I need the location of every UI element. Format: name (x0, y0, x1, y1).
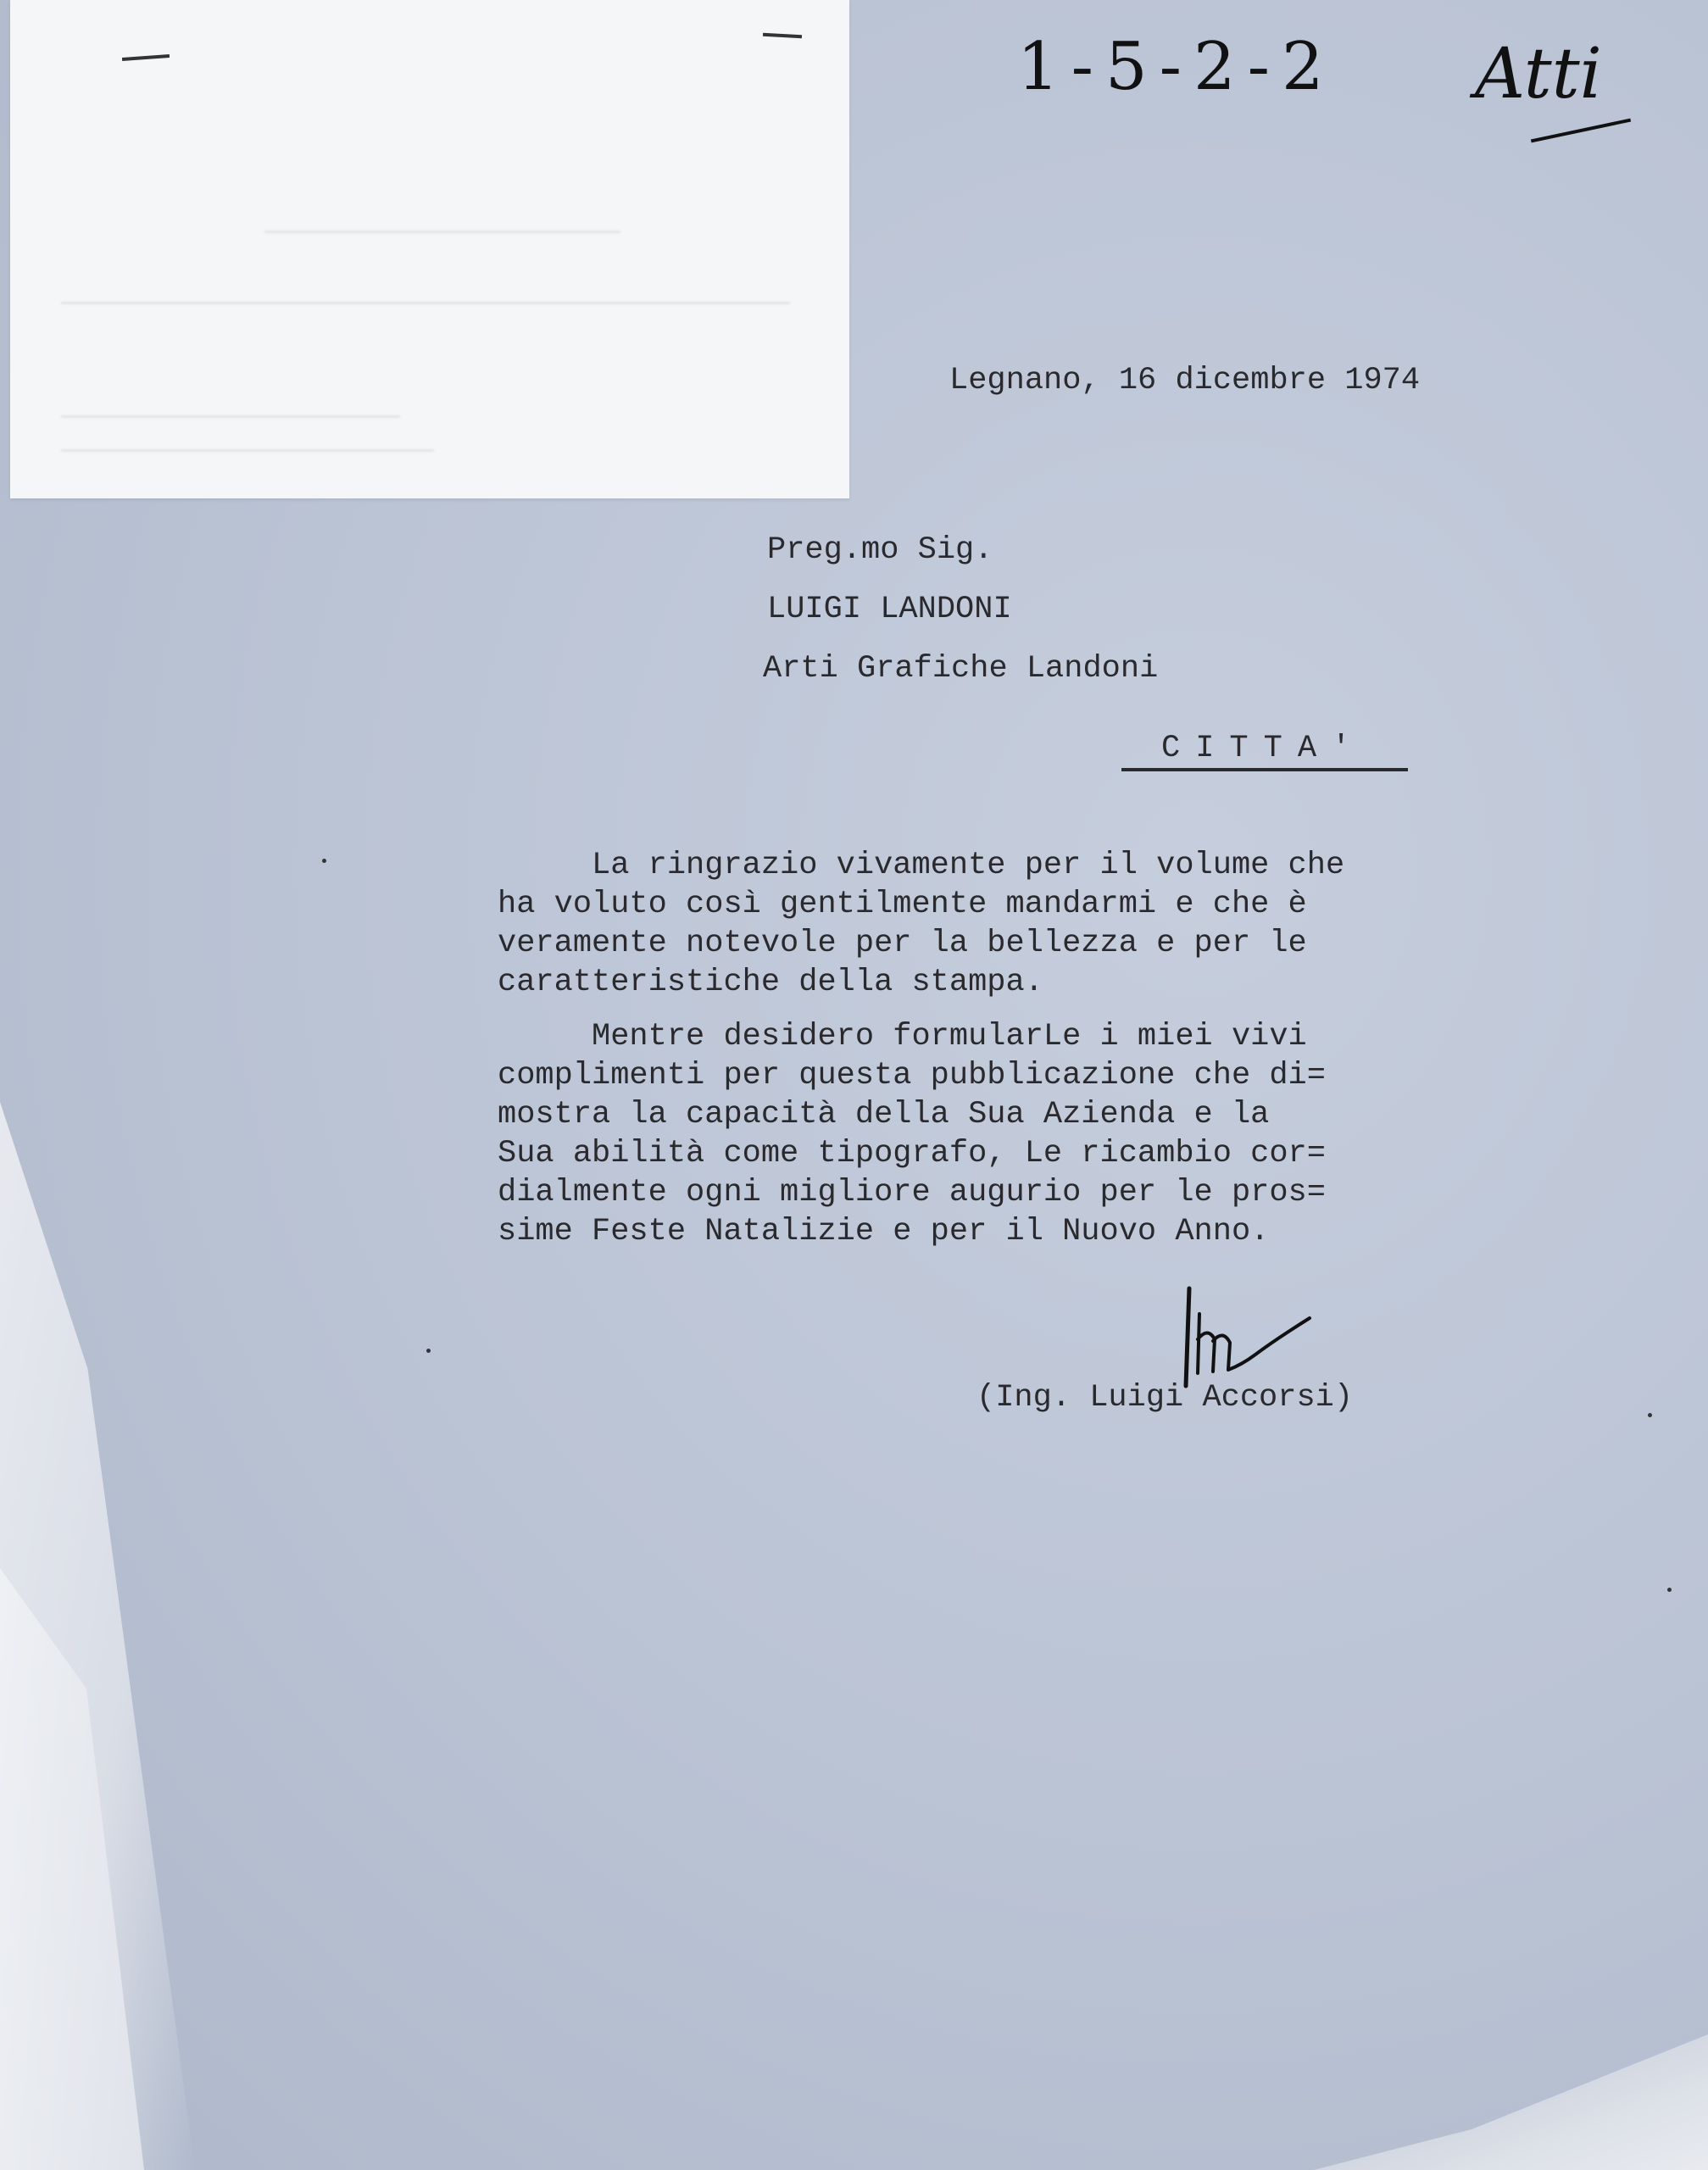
body-line: dialmente ogni migliore augurio per le pros= (498, 1175, 1326, 1210)
speck (1667, 1588, 1672, 1592)
card-mark (763, 33, 802, 38)
body-line: mostra la capacità della Sua Azienda e la (498, 1097, 1270, 1132)
body-line: caratteristiche della stampa. (498, 965, 1043, 1000)
handwritten-signature (1174, 1280, 1344, 1390)
body-line: complimenti per questa pubblicazione che di= (498, 1058, 1326, 1093)
category-note-underline (1531, 119, 1631, 143)
salutation: Preg.mo Sig. (767, 532, 993, 568)
category-note: Atti (1475, 34, 1602, 114)
body-line: ha voluto così gentilmente mandarmi e che è (498, 887, 1307, 922)
reference-number: 1-5-2-2 (1017, 29, 1336, 105)
body-line: sime Feste Natalizie e per il Nuovo Anno. (498, 1214, 1270, 1249)
card-faint-text (61, 302, 790, 304)
recipient-name: LUIGI LANDONI (767, 592, 1012, 627)
card-faint-text (61, 449, 434, 452)
paragraph-1 (498, 846, 1430, 1002)
city-underline (1121, 768, 1408, 771)
place-date: Legnano, 16 dicembre 1974 (949, 363, 1421, 398)
card-mark (122, 54, 170, 61)
signer-name: (Ing. Luigi Accorsi) (976, 1380, 1354, 1416)
body-line: Sua abilità come tipografo, Le ricambio cor= (498, 1136, 1326, 1171)
speck (1648, 1413, 1652, 1417)
recipient-company: Arti Grafiche Landoni (763, 651, 1159, 687)
overlaid-card (10, 0, 849, 498)
paper-tear (1314, 2034, 1708, 2170)
speck (426, 1349, 431, 1353)
card-faint-text (61, 415, 400, 418)
body-line: veramente notevole per la bellezza e per le (498, 926, 1307, 961)
recipient-city: CITTA' (1161, 731, 1366, 766)
body-line: La ringrazio vivamente per il volume che (498, 848, 1345, 883)
speck (322, 859, 326, 863)
card-faint-text (264, 231, 620, 233)
paragraph-2 (498, 1017, 1430, 1251)
body-line: Mentre desidero formularLe i miei vivi (498, 1019, 1307, 1054)
